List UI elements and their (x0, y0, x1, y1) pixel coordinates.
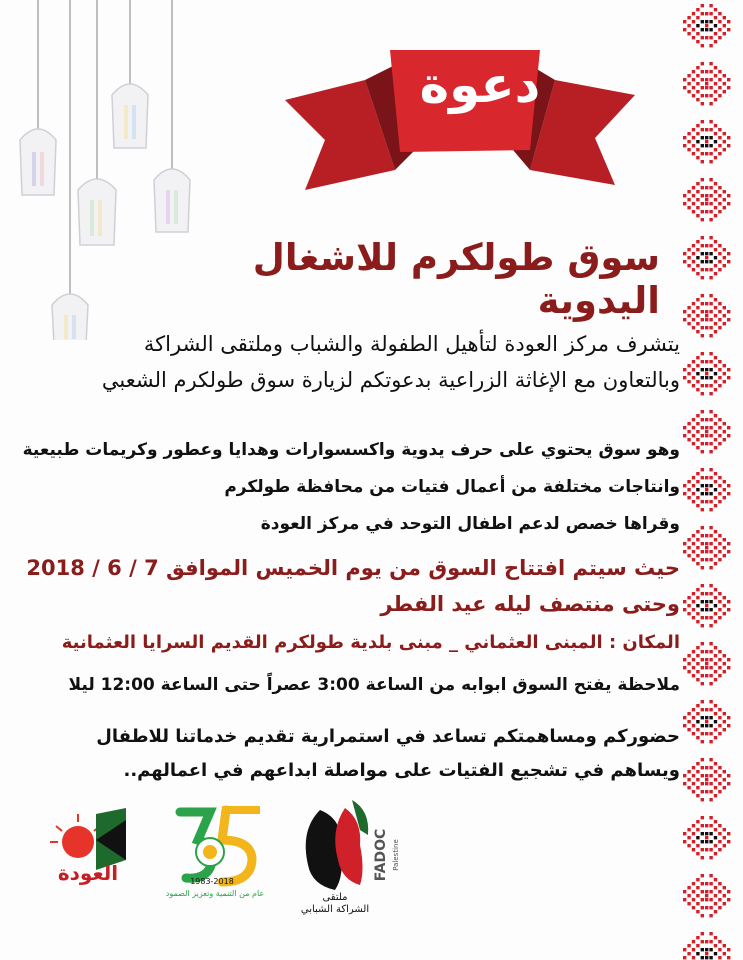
anniversary-years: 1983-2018 (190, 877, 234, 886)
awda-logo (38, 800, 138, 900)
embroidery-border (673, 0, 743, 960)
awda-logo-name: العودة (57, 861, 119, 885)
market-line: وقراها خصص لدعم اطفال التوحد في مركز العودة (260, 514, 680, 534)
fadoc-name: FADOC (373, 828, 389, 882)
intro-line: وبالتعاون مع الإغاثة الزراعية بدعوتكم لزيارة سوق طولكرم الشعبي (101, 368, 680, 392)
fadoc-logo (290, 790, 410, 915)
market-description (20, 432, 680, 543)
location-text: المكان : المبنى العثماني _ مبنى بلدية طولكرم القديم السرايا العثمانية (61, 632, 680, 653)
thanks-paragraph (20, 720, 680, 788)
hours-note: ملاحظة يفتح السوق ابوابه من الساعة 3:00 عصراً حتى الساعة 12:00 ليلا (68, 675, 680, 695)
date-line: وحتى منتصف ليله عيد الفطر (380, 592, 680, 616)
intro-paragraph (40, 326, 680, 398)
market-line: وهو سوق يحتوي على حرف يدوية واكسسوارات وهدايا وعطور وكريمات طبيعية (22, 440, 680, 460)
thanks-line: حضوركم ومساهمتكم تساعد في استمرارية تقديم خدماتنا للاطفال (96, 726, 680, 747)
lantern-icon (20, 84, 190, 340)
fadoc-caption2: الشراكة الشبابي (300, 904, 370, 915)
hanging-lanterns-decoration (0, 0, 200, 340)
invitation-label: دعوة (419, 56, 541, 114)
date-line: حيث سيتم افتتاح السوق من يوم الخميس الموافق 7 / 6 / 2018 (26, 556, 680, 580)
opening-date (20, 550, 680, 622)
market-line: وانتاجات مختلفة من أعمال فتيات من محافظة طولكرم (224, 477, 680, 497)
anniversary-caption: عام من التنمية وتعزيز الصمود (165, 889, 265, 898)
page-title: سوق طولكرم للاشغال اليدوية (252, 236, 660, 322)
anniversary-logo (160, 800, 270, 900)
intro-line: يتشرف مركز العودة لتأهيل الطفولة والشباب وملتقى الشراكة (143, 332, 680, 356)
thanks-line: ويساهم في تشجيع الفتيات على مواصلة ابداعهم في اعمالهم.. (123, 760, 680, 781)
fadoc-caption1: ملتقى (322, 892, 348, 903)
fadoc-sub: Palestine (392, 839, 400, 871)
